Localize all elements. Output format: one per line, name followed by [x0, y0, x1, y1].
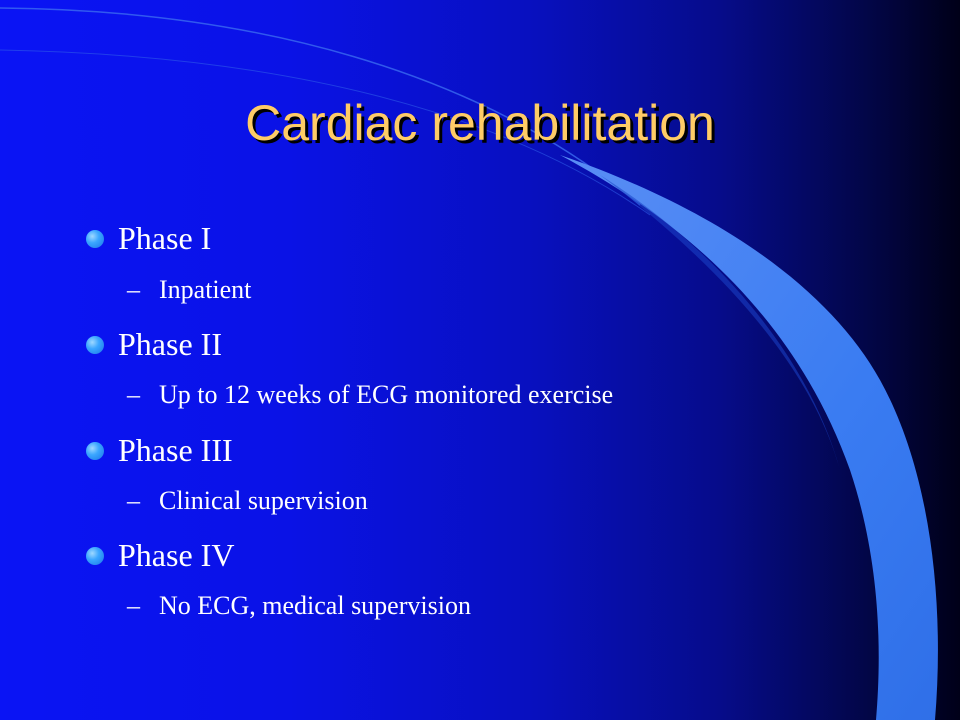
- dash-icon: –: [127, 380, 140, 409]
- bullet-dot-icon: [86, 230, 104, 248]
- sub-bullet-label: Inpatient: [159, 275, 252, 304]
- dash-icon: –: [127, 486, 140, 515]
- bullet-label: Phase III: [118, 432, 233, 468]
- sub-bullet-item: [127, 590, 471, 622]
- bullet-dot-icon: [86, 336, 104, 354]
- sub-bullet-item: [127, 379, 614, 411]
- bullet-item: [118, 218, 211, 258]
- sub-bullet-label: Clinical supervision: [159, 486, 368, 515]
- dash-icon: –: [127, 591, 140, 620]
- sub-bullet-label: Up to 12 weeks of ECG monitored exercise: [159, 380, 614, 409]
- bullet-item: [118, 324, 222, 364]
- bullet-label: Phase II: [118, 326, 222, 362]
- sub-bullet-item: [127, 274, 252, 306]
- sub-bullet-label: No ECG, medical supervision: [159, 591, 471, 620]
- slide-title: Cardiac rehabilitation: [245, 95, 715, 151]
- bullet-label: Phase IV: [118, 537, 235, 573]
- bullet-dot-icon: [86, 442, 104, 460]
- bullet-label: Phase I: [118, 220, 212, 256]
- dash-icon: –: [127, 275, 140, 304]
- sub-bullet-item: [127, 485, 368, 517]
- bullet-item: [118, 535, 234, 575]
- bullet-dot-icon: [86, 547, 104, 565]
- bullet-item: [118, 430, 233, 470]
